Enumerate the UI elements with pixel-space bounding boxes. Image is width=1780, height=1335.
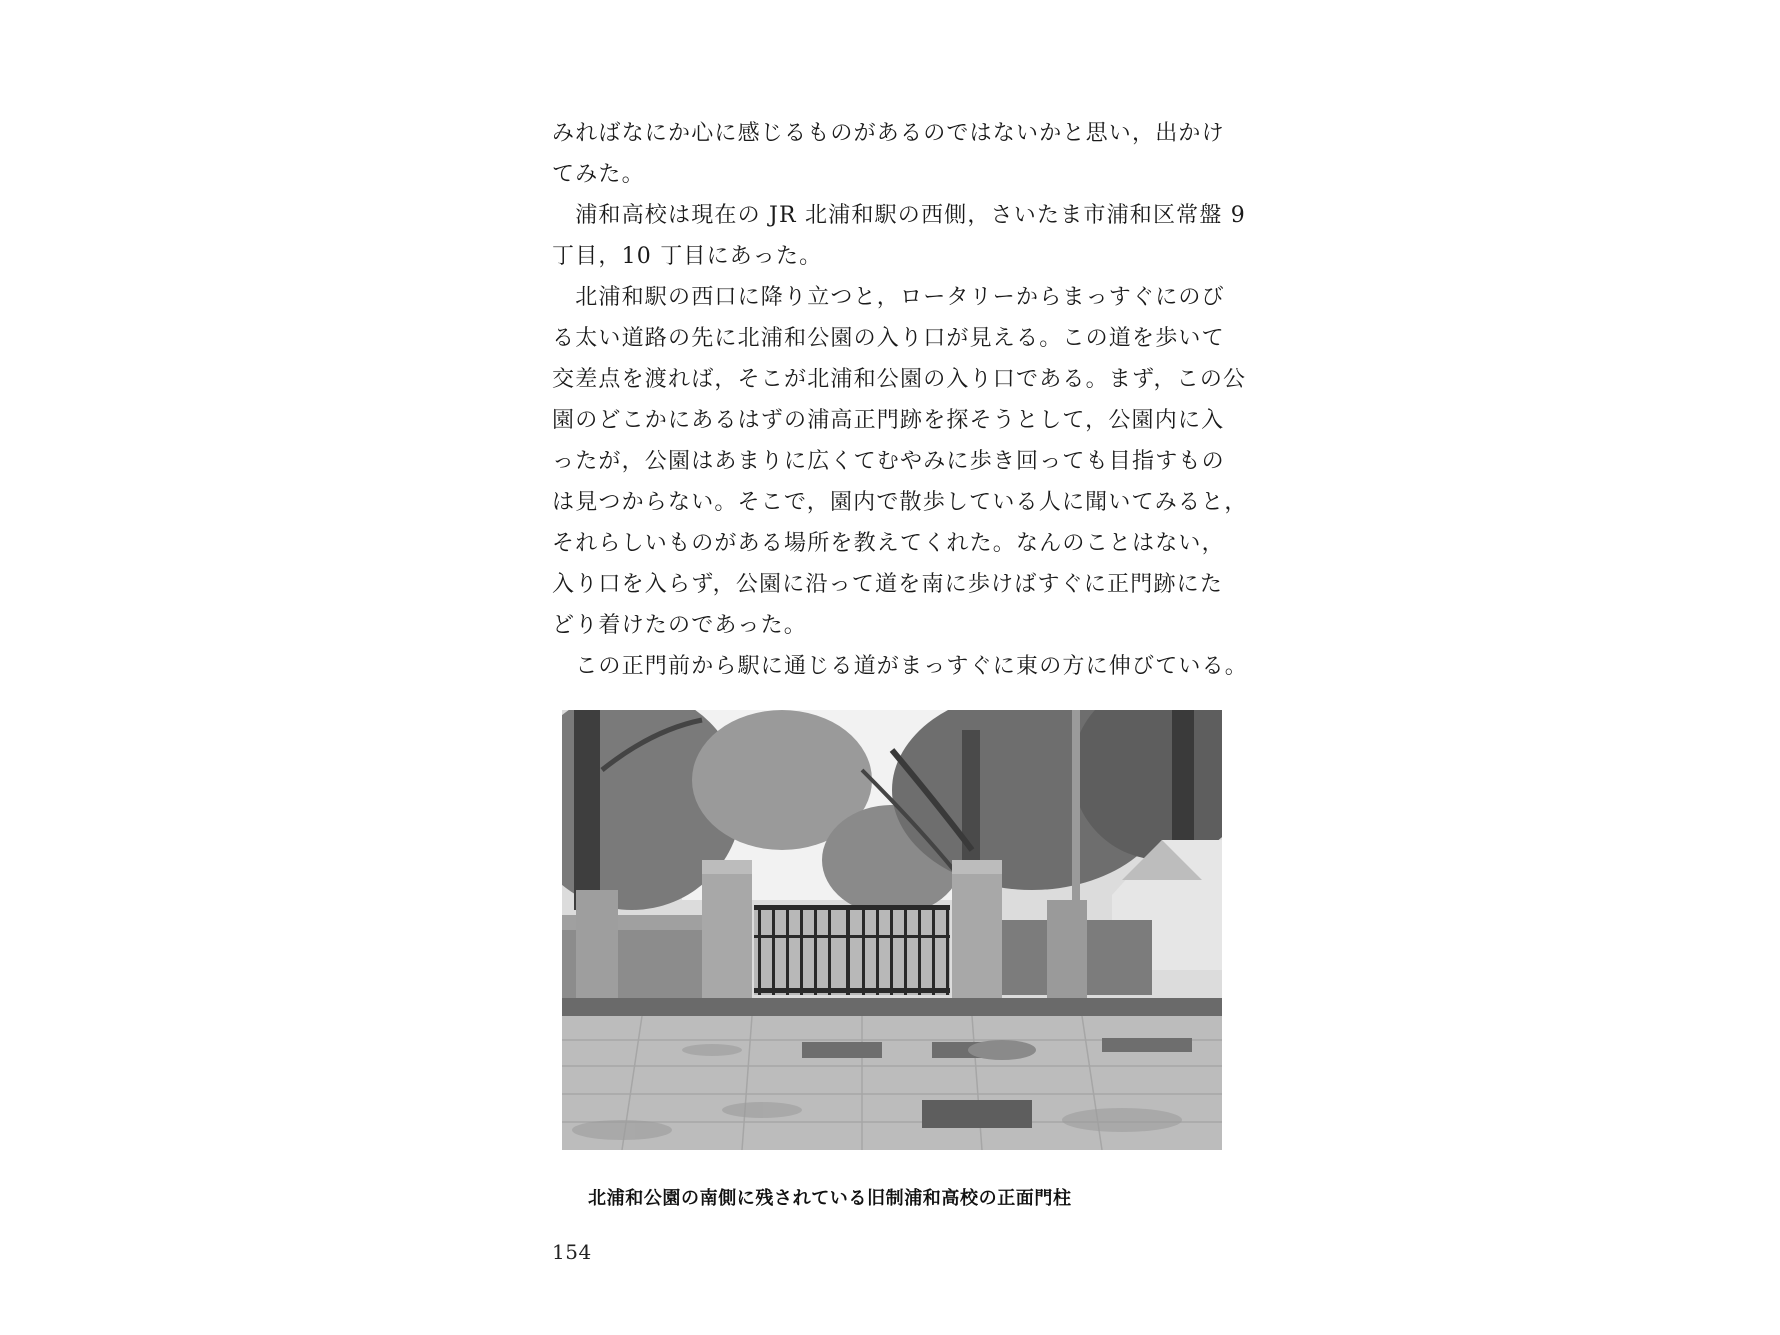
gate-photo	[562, 710, 1222, 1150]
body-line: どり着けたのであった。	[552, 613, 807, 638]
figure-caption: 北浦和公園の南側に残されている旧制浦和高校の正面門柱	[588, 1188, 1072, 1209]
body-text	[552, 113, 1272, 687]
body-line: 入り口を入らず，公園に沿って道を南に歩けばすぐに正門跡にた	[552, 572, 1224, 597]
body-line: 園のどこかにあるはずの浦高正門跡を探そうとして，公園内に入	[552, 408, 1225, 433]
body-line: この正門前から駅に通じる道がまっすぐに東の方に伸びている。	[552, 654, 1249, 679]
body-line: 交差点を渡れば，そこが北浦和公園の入り口である。まず，この公	[552, 367, 1247, 392]
body-line: 丁目，10 丁目にあった。	[552, 244, 823, 269]
page-number: 154	[552, 1240, 592, 1264]
body-line: は見つからない。そこで，園内で散歩している人に聞いてみると，	[552, 490, 1248, 515]
body-line: 北浦和駅の西口に降り立つと，ロータリーからまっすぐにのび	[552, 285, 1225, 310]
body-line: る太い道路の先に北浦和公園の入り口が見える。この道を歩いて	[552, 326, 1225, 351]
body-line: ったが，公園はあまりに広くてむやみに歩き回っても目指すもの	[552, 449, 1225, 474]
body-line: 浦和高校は現在の JR 北浦和駅の西側，さいたま市浦和区常盤 9	[552, 203, 1246, 228]
body-line: みればなにか心に感じるものがあるのではないかと思い，出かけ	[552, 121, 1225, 146]
body-line: てみた。	[552, 162, 645, 187]
body-line: それらしいものがある場所を教えてくれた。なんのことはない，	[552, 531, 1225, 556]
gate-photo-illustration	[562, 710, 1222, 1150]
